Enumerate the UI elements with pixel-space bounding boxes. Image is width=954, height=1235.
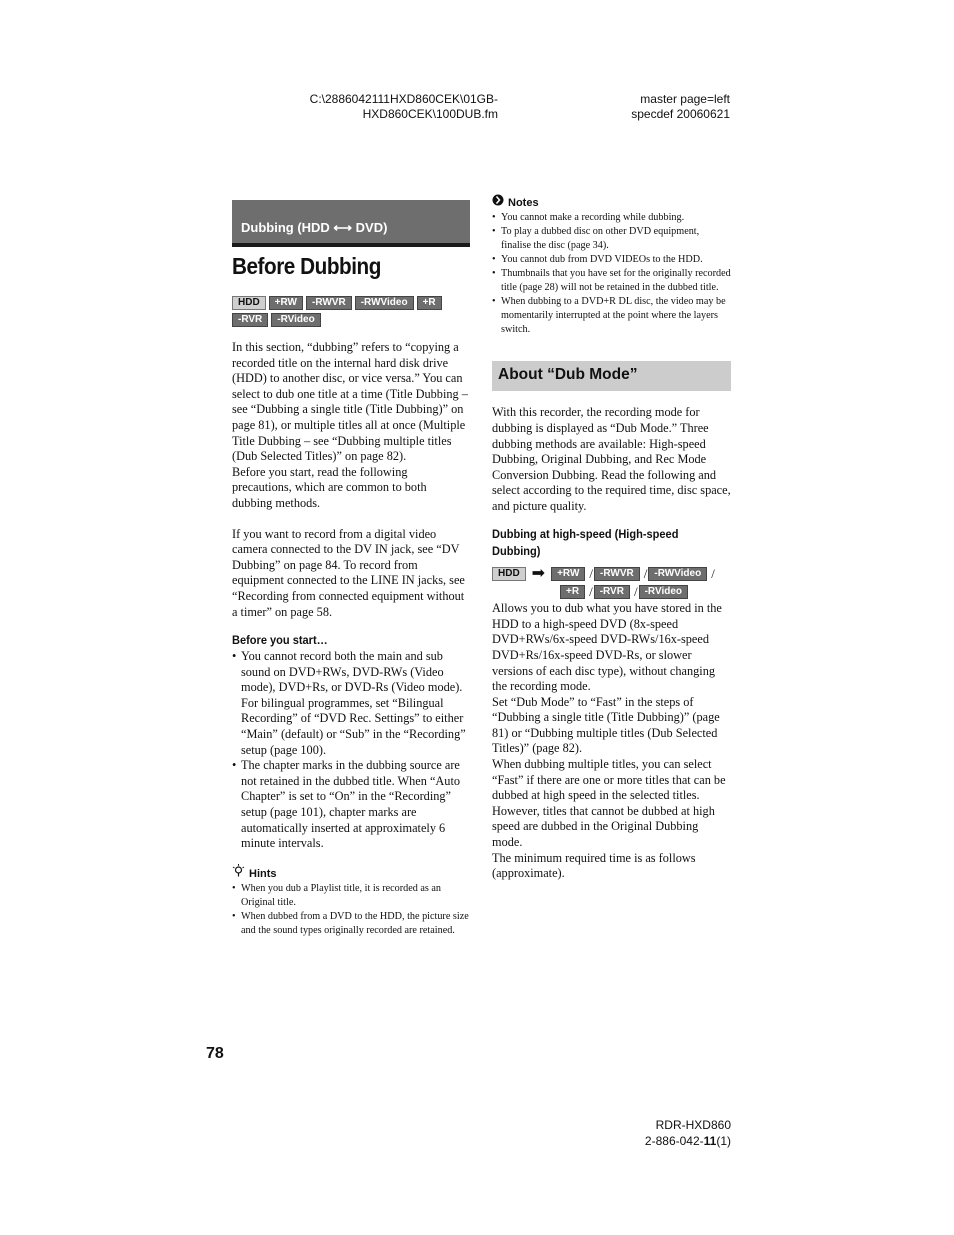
file-path-header <box>290 92 498 122</box>
list-item: • When you dub a Playlist title, it is recorded as an Original title. <box>232 882 470 910</box>
list-item: • Thumbnails that you have set for the originally recorded title (page 28) will not be retained in the dubbed title. <box>492 267 731 295</box>
badge-hdd: HDD <box>232 296 266 310</box>
notes-heading: Notes <box>508 197 539 209</box>
badge-minus-r-vr: -RVR <box>232 313 268 327</box>
model-number: RDR-HXD860 <box>655 1118 731 1132</box>
high-speed-paragraph-1: Allows you to dub what you have stored in the HDD to a high-speed DVD (8x-speed DVD+RWs/6x-speed DVD-RWs/16x-speed DVD+Rs/16x-speed DVD-Rs, or slower versions of each disc type), without changing the recording mode. <box>492 601 722 694</box>
dub-mode-heading-bar <box>492 361 731 391</box>
list-item: • When dubbed from a DVD to the HDD, the picture size and the sound types originally recorded are retained. <box>232 910 470 938</box>
high-speed-badges: HDD ➡ +RW / -RWVR / -RWVideo / +R / -RVR / -RVideo <box>492 564 731 601</box>
code-prefix: 2-886-042- <box>644 1134 704 1148</box>
right-arrow-icon: ➡ <box>531 564 546 582</box>
section-bar <box>232 200 470 247</box>
list-item: • You cannot make a recording while dubbing. <box>492 211 731 225</box>
list-item: • The chapter marks in the dubbing source are not retained in the dubbed title. When “Auto Chapter” is set to “On” in the “Recording” setup (page 101), chapter marks are automatically inserted at approximately 6 minute intervals. <box>232 758 470 852</box>
right-column <box>492 193 731 882</box>
footer <box>580 1117 731 1149</box>
list-item: • To play a dubbed disc on other DVD equipment, finalise the disc (page 34). <box>492 225 731 253</box>
intro-paragraph-2: Before you start, read the following precautions, which are common to both dubbing methods. <box>232 464 427 510</box>
list-item: • When dubbing to a DVD+R DL disc, the video may be momentarily interrupted at the point where the layers switch. <box>492 295 731 337</box>
page-title: Before Dubbing <box>232 253 381 279</box>
file-path-line1: C:\2886042111HXD860CEK\01GB- <box>309 92 498 106</box>
document-code <box>580 1133 731 1149</box>
badge-plus-rw: +RW <box>551 567 585 581</box>
before-you-start-heading: Before you start… <box>232 633 328 648</box>
intro-paragraph-3: If you want to record from a digital video camera connected to the DV IN jack, see “DV Dubbing” on page 84. To record from equipment connected to the LINE IN jacks, see “Recording from connected equipment without a timer” on page 58. <box>232 526 465 619</box>
master-page-line2: specdef 20060621 <box>631 107 730 121</box>
before-you-start-list <box>232 649 470 852</box>
badge-plus-r: +R <box>560 585 585 599</box>
hints-heading: Hints <box>249 867 277 880</box>
badge-minus-rw-video: -RWVideo <box>355 296 414 310</box>
badge-hdd: HDD <box>492 567 526 581</box>
list-item: • You cannot record both the main and sub sound on DVD+RWs, DVD-RWs (Video mode), DVD+Rs, or DVD-Rs (Video mode). For bilingual programmes, set “Bilingual Recording” of “DVD Rec. Settings” to either “Main” (default) or “Sub” in the “Recording” setup (page 100). <box>232 649 470 758</box>
section-bar-label: Dubbing (HDD ⟷ DVD) <box>241 220 388 235</box>
disc-type-badges <box>232 294 470 328</box>
high-speed-paragraph-2: Set “Dub Mode” to “Fast” in the steps of “Dubbing a single title (Title Dubbing)” (page 81) or “Dubbing multiple titles (Dub Selected Titles)” (page 82). <box>492 694 720 756</box>
hints-list <box>232 882 470 938</box>
master-page-header <box>600 92 730 122</box>
page-number: 78 <box>206 1045 224 1062</box>
high-speed-paragraph-3: When dubbing multiple titles, you can select “Fast” if there are one or more titles that can be dubbed at high speed in the selected titles. However, titles that cannot be dubbed at high speed are dubbed in the Original Dubbing mode. <box>492 757 726 850</box>
notes-block <box>492 193 731 337</box>
badge-plus-rw: +RW <box>269 296 303 310</box>
badge-minus-rw-video: -RWVideo <box>648 567 707 581</box>
note-icon <box>492 193 504 211</box>
intro-paragraph-1: In this section, “dubbing” refers to “copying a recorded title on the internal hard disk drive (HDD) to another disc, or vice versa.” You can select to dub one title at a time (Title Dubbing – see “Dubbing a single title (Title Dubbing)” on page 81), or multiple titles all at once (Multiple Title Dubbing – see “Dubbing multiple titles (Dub Selected Titles)” on page 82). <box>232 340 468 464</box>
left-column <box>232 200 470 938</box>
code-bold: 11 <box>703 1134 717 1148</box>
badge-minus-rw-vr: -RWVR <box>594 567 640 581</box>
high-speed-paragraph-4: The minimum required time is as follows (approximate). <box>492 850 696 881</box>
badge-plus-r: +R <box>417 296 442 310</box>
code-suffix: (1) <box>716 1134 731 1148</box>
badge-minus-r-video: -RVideo <box>639 585 688 599</box>
badge-minus-r-vr: -RVR <box>594 585 630 599</box>
file-path-line2: HXD860CEK\100DUB.fm <box>362 107 498 121</box>
high-speed-heading: Dubbing at high-speed (High-speed Dubbing) <box>492 527 679 559</box>
notes-list <box>492 211 731 337</box>
master-page-line1: master page=left <box>640 92 730 106</box>
dub-mode-heading: About “Dub Mode” <box>498 366 638 384</box>
hints-block <box>232 864 470 938</box>
badge-minus-rw-vr: -RWVR <box>306 296 352 310</box>
list-item: • You cannot dub from DVD VIDEOs to the HDD. <box>492 253 731 267</box>
dub-mode-paragraph: With this recorder, the recording mode for dubbing is displayed as “Dub Mode.” Three dubbing methods are available: High-speed Dubbing, Original Dubbing, and Rec Mode Conversion Dubbing. Read the following and select according to the required time, disc space, and picture quality. <box>492 405 731 513</box>
lightbulb-icon <box>232 864 245 882</box>
badge-minus-r-video: -RVideo <box>271 313 320 327</box>
